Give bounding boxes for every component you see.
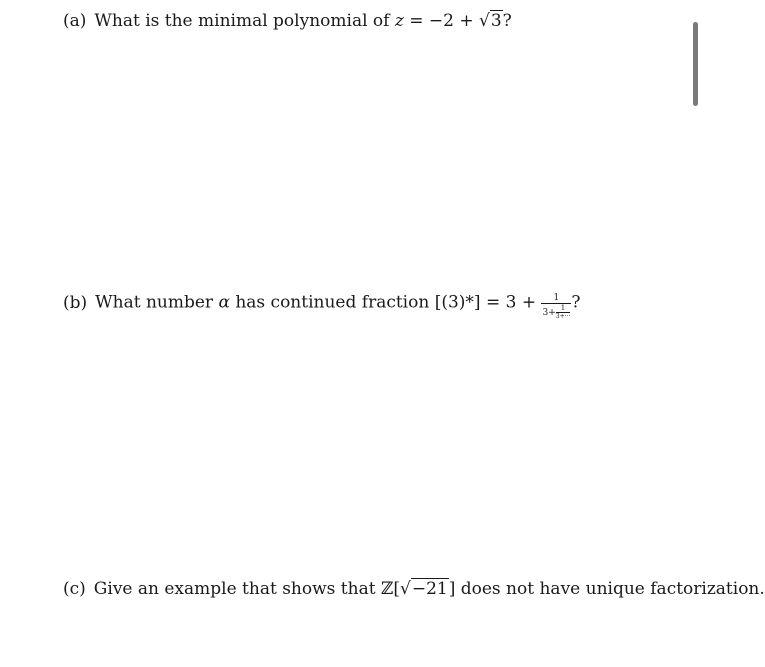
problem-a-expression: = −2 + √	[403, 11, 490, 31]
inner-fraction-denominator: 3+···	[555, 313, 571, 320]
scrollbar-thumb[interactable]	[693, 22, 698, 106]
problem-a-label: (a)	[63, 11, 87, 31]
problem-c-text: Give an example that shows that ℤ[√	[93, 579, 411, 599]
problem-b-variable: α	[218, 292, 230, 313]
problem-c-text-after: ] does not have unique factorization.	[448, 579, 765, 599]
continued-fraction-den-prefix: 3+	[542, 308, 556, 318]
problem-b-text-after: has continued fraction [(3)*] = 3 +	[229, 292, 542, 313]
problem-b	[63, 289, 581, 320]
problem-c-label: (c)	[63, 579, 86, 599]
problem-c	[63, 577, 765, 601]
inner-fraction	[556, 304, 571, 321]
problem-a-text: What is the minimal polynomial of	[94, 11, 395, 31]
problem-a-radicand: 3	[490, 11, 502, 31]
continued-fraction-numerator: 1	[541, 293, 571, 304]
problem-b-end: ?	[571, 292, 581, 313]
problem-c-radicand: −21	[411, 579, 448, 599]
inner-fraction-numerator: 1	[556, 304, 571, 313]
problem-a-end: ?	[502, 11, 512, 31]
problem-a	[63, 9, 512, 33]
problem-a-variable: z	[394, 11, 404, 31]
problem-b-label: (b)	[63, 292, 88, 313]
continued-fraction-denominator	[541, 304, 571, 321]
continued-fraction	[541, 293, 571, 321]
problem-b-text: What number	[95, 292, 219, 313]
